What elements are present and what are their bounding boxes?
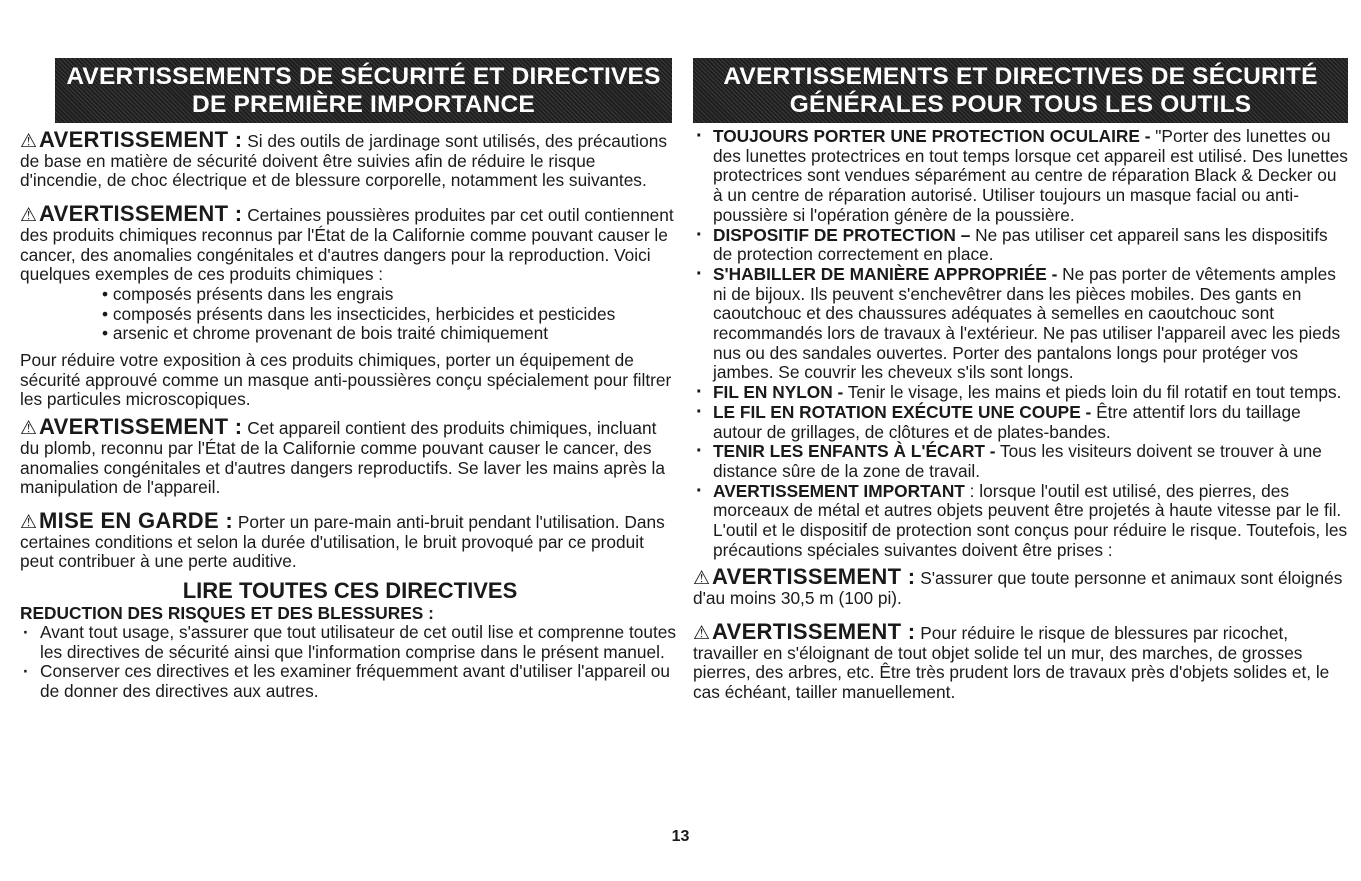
list-item: · Avant tout usage, s'assurer que tout utilisateur de cet outil lise et comprenne toutes les directives de sécurité ainsi que l'information comprise dans le présent manuel. [20, 623, 680, 662]
item-label: AVERTISSEMENT IMPORTANT [713, 480, 965, 501]
page-number: 13 [671, 828, 690, 845]
warning-title-3: AVERTISSEMENT : [39, 414, 243, 440]
list-item [693, 226, 1348, 265]
list-item [693, 442, 1348, 481]
item-label: DISPOSITIF DE PROTECTION – [713, 224, 971, 245]
warning-paragraph-3 [20, 414, 680, 498]
list-item [693, 383, 1348, 403]
reduction-heading: REDUCTION DES RISQUES ET DES BLESSURES : [20, 603, 434, 624]
warning-triangle-icon: ⚠ [693, 622, 711, 644]
left-banner-line-2: DE PREMIÈRE IMPORTANCE [192, 91, 535, 118]
item-text: : lorsque l'outil est utilisé, des pierres, des morceaux de métal et autres objets peuvent être projetés à haute vitesse par le fil. L'outil et le dispositif de protection sont conçus pour réduire le risque. Toutefois, les précautions spéciales suivantes doivent être prises : [713, 480, 1348, 560]
reduction-list [20, 623, 680, 702]
warning-text-4: S'assurer que toute personne et animaux sont éloignés d'au moins 30,5 m (100 pi). [693, 568, 1343, 609]
item-label: S'HABILLER DE MANIÈRE APPROPRIÉE - [713, 263, 1058, 284]
list-item [693, 265, 1348, 383]
list-item [693, 403, 1348, 442]
warning-title-2: AVERTISSEMENT : [39, 201, 243, 227]
warning-triangle-icon: ⚠ [20, 205, 38, 227]
warning-triangle-icon: ⚠ [20, 511, 38, 533]
warning-text-5: Pour réduire le risque de blessures par ricochet, travailler en s'éloignant de tout objet solide tel un mur, des marches, de grosses pierres, des arbres, etc. Être très prudent lors de travaux près d'objets solides et, le cas échéant, tailler manuellement. [693, 622, 1330, 702]
item-text: Tous les visiteurs doivent se trouver à une distance sûre de la zone de travail. [713, 441, 1322, 481]
list-item [693, 482, 1348, 561]
right-banner [693, 58, 1348, 123]
item-label: TENIR LES ENFANTS À L'ÉCART - [713, 441, 996, 462]
warning-title-5: AVERTISSEMENT : [712, 618, 916, 644]
list-item [693, 127, 1348, 226]
chemical-compounds-list [20, 285, 680, 344]
item-label: FIL EN NYLON - [713, 382, 844, 403]
list-item: • composés présents dans les engrais [102, 285, 680, 305]
caution-text: Porter un pare-main anti-bruit pendant l'utilisation. Dans certaines conditions et selon la durée d'utilisation, le bruit provoqué par ce produit peut contribuer à une perte auditive. [20, 511, 665, 572]
read-all-heading: LIRE TOUTES CES DIRECTIVES [182, 578, 518, 604]
warning-triangle-icon: ⚠ [20, 131, 38, 152]
warning-text-1: Si des outils de jardinage sont utilisés, des précautions de base en matière de sécurité doivent être suivies afin de réduire le risque d'incendie, de choc électrique et de blessure corporelle, notamment les suivantes. [20, 131, 667, 191]
warning-title-1: AVERTISSEMENT : [39, 127, 243, 152]
general-safety-list [693, 127, 1348, 560]
warning-triangle-icon: ⚠ [693, 568, 711, 590]
warning-paragraph-1 [20, 127, 680, 191]
item-text: Ne pas porter de vêtements amples ni de bijoux. Ils peuvent s'enchevêtrer dans les pièces mobiles. Des gants en caoutchouc et des chaussures adéquates à semelles en caoutchouc sont recommandés lors de travaux à l'extérieur. Ne pas utiliser l'appareil avec les pieds nus ou des sandales ouvertes. Porter des pantalons longs pour protéger vos jambes. Se couvrir les cheveux s'ils sont longs. [713, 263, 1341, 383]
warning-paragraph-2 [20, 201, 680, 285]
warning-title-4: AVERTISSEMENT : [712, 564, 916, 590]
list-item: · Conserver ces directives et les examiner fréquemment avant d'utiliser l'appareil ou de donner des directives aux autres. [20, 662, 680, 701]
warning-paragraph-4 [693, 564, 1348, 609]
item-label: TOUJOURS PORTER UNE PROTECTION OCULAIRE - [713, 126, 1151, 146]
left-column [20, 58, 680, 702]
left-banner [55, 58, 672, 123]
item-text: "Porter des lunettes ou des lunettes protectrices en tout temps lorsque cet appareil est utilisé. Des lunettes protectrices sont vendues séparément au centre de réparation Black & Decker ou à un centre de réparation autorisé. Utiliser toujours un masque facial ou anti-poussière si l'opération génère de la poussière. [713, 126, 1348, 225]
list-item: • arsenic et chrome provenant de bois traité chimiquement [102, 324, 680, 344]
caution-paragraph [20, 507, 680, 572]
list-item: • composés présents dans les insecticides, herbicides et pesticides [102, 305, 680, 325]
right-banner-line-1: AVERTISSEMENTS ET DIRECTIVES DE SÉCURITÉ [723, 63, 1318, 90]
right-column [693, 58, 1348, 703]
warning-text-3: Cet appareil contient des produits chimiques, incluant du plomb, reconnu par l'État de la Californie comme pouvant causer le cancer, des anomalies congénitales et d'autres dangers reproductifs. Se laver les mains après la manipulation de l'appareil. [20, 418, 665, 498]
warning-paragraph-5 [693, 618, 1348, 703]
exposure-paragraph: Pour réduire votre exposition à ces produits chimiques, porter un équipement de sécurité approuvé comme un masque anti-poussières conçu spécialement pour filtrer les particules microscopiques. [20, 350, 672, 410]
item-text: Ne pas utiliser cet appareil sans les dispositifs de protection correctement en place. [713, 224, 1328, 265]
warning-triangle-icon: ⚠ [20, 418, 38, 440]
left-banner-line-1: AVERTISSEMENTS DE SÉCURITÉ ET DIRECTIVES [66, 63, 661, 90]
item-text: Être attentif lors du taillage autour de grillages, de clôtures et de plates-bandes. [713, 401, 1301, 442]
right-banner-line-2: GÉNÉRALES POUR TOUS LES OUTILS [789, 91, 1252, 118]
item-label: LE FIL EN ROTATION EXÉCUTE UNE COUPE - [713, 401, 1092, 422]
warning-text-2: Certaines poussières produites par cet outil contiennent des produits chimiques reconnus par l'État de la Californie comme pouvant causer le cancer, des anomalies congénitales et d'autres dangers pour la reproduction. Voici quelques exemples de ces produits chimiques : [20, 205, 674, 285]
item-text: Tenir le visage, les mains et pieds loin du fil rotatif en tout temps. [843, 382, 1342, 403]
caution-title: MISE EN GARDE : [39, 507, 234, 533]
